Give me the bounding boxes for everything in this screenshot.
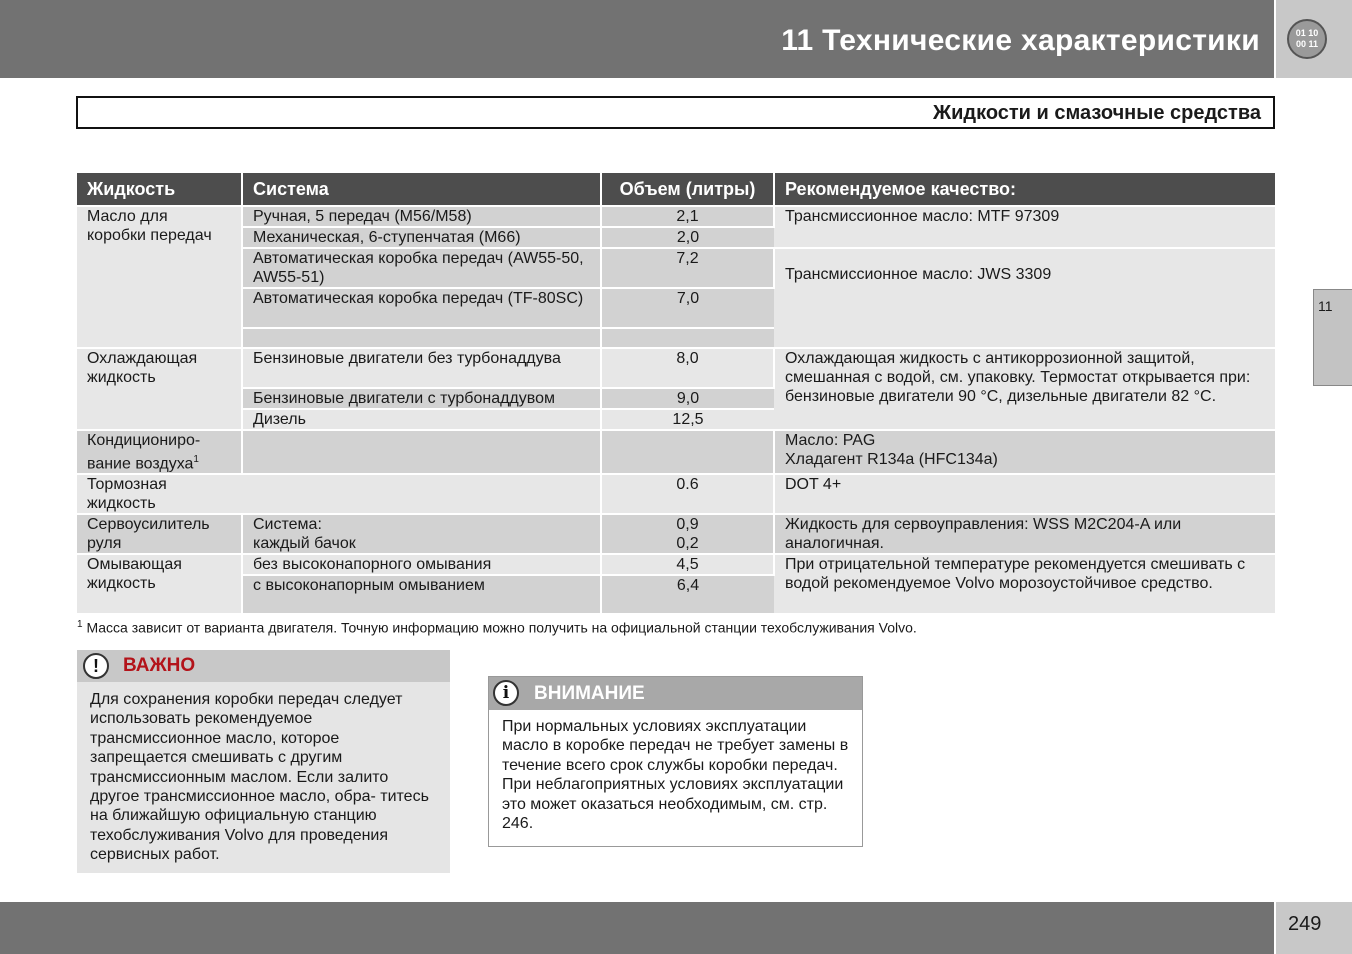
chapter-side-tab[interactable] — [1313, 289, 1352, 386]
page-number: 249 — [1288, 913, 1322, 935]
quality-cell: При отрицательной температуре рекомендуется смешивать с водой рекомендуемое Volvo морозоустойчивое средство. — [774, 554, 1275, 613]
binary-digits-icon: 01 10 00 11 — [1287, 19, 1327, 59]
header-bar — [0, 0, 1274, 78]
system-cell: с высоконапорным омыванием — [242, 575, 601, 613]
quality-cell: Жидкость для сервоуправления: WSS M2C204-A или аналогичная. — [774, 514, 1275, 554]
volume-cell: 9,0 — [601, 388, 774, 409]
system-cell: без высоконапорного омывания — [242, 554, 601, 575]
system-cell: Дизель — [242, 409, 601, 430]
attention-box — [488, 676, 863, 847]
fluid-cell: Тормозная жидкость — [77, 474, 601, 514]
volume-cell: 0.6 — [601, 474, 774, 514]
system-cell: Бензиновые двигатели с турбонаддувом — [242, 388, 601, 409]
section-header — [76, 96, 1275, 129]
header-system: Система — [242, 173, 601, 206]
system-cell: Автоматическая коробка передач (TF-80SC) — [242, 288, 601, 328]
system-cell: Бензиновые двигатели без турбонаддува — [242, 348, 601, 388]
system-cell-empty — [242, 430, 601, 474]
attention-title: ВНИМАНИЕ — [534, 683, 645, 704]
table-row — [77, 430, 1275, 474]
volume-cell: 2,0 — [601, 227, 774, 248]
volume-cell: 7,2 — [601, 248, 774, 288]
header-volume: Объем (литры) — [601, 173, 774, 206]
attention-header — [489, 677, 862, 710]
volume-cell: 12,5 — [601, 409, 774, 430]
quality-cell: Трансмиссионное масло: JWS 3309 — [774, 248, 1275, 348]
section-title: Жидкости и смазочные средства — [933, 102, 1261, 124]
important-header — [77, 650, 450, 682]
fluid-cell: Кондициониро- вание воздуха$^1$ — [77, 430, 242, 474]
volume-cell: 6,4 — [601, 575, 774, 613]
volume-cell: 7,0 — [601, 288, 774, 328]
quality-cell: Трансмиссионное масло: MTF 97309 — [774, 206, 1275, 248]
attention-text: При нормальных условиях эксплуатации масло в коробке передач не требует замены в течение всего срок службы коробки передач. При неблагоприятных условиях эксплуатации это может оказаться необходимым, см. стр. 246. — [502, 718, 849, 833]
fluids-table — [77, 173, 1275, 613]
table-row — [77, 206, 1275, 227]
system-cell: Механическая, 6-ступенчатая (M66) — [242, 227, 601, 248]
chapter-icon-box — [1276, 0, 1352, 78]
table-header-row — [77, 173, 1275, 206]
quality-cell: Охлаждающая жидкость с антикоррозионной защитой, смешанная с водой, см. упаковку. Термостат открывается при: бензиновые двигатели 90 °C, дизельные двигатели 82 °C. — [774, 348, 1275, 430]
header-quality: Рекомендуемое качество: — [774, 173, 1275, 206]
volume-cell-empty — [601, 328, 774, 348]
volume-cell-empty — [601, 430, 774, 474]
table-row — [77, 348, 1275, 388]
fluid-cell: Сервоусилитель руля — [77, 514, 242, 554]
side-tab-label: 11 — [1318, 298, 1333, 314]
chapter-title: 11 Технические характеристики — [781, 24, 1260, 57]
fluid-cell: Охлаждающая жидкость — [77, 348, 242, 430]
table-row — [77, 248, 1275, 288]
quality-cell: Масло: PAG Хладагент R134a (HFC134a) — [774, 430, 1275, 474]
quality-cell: DOT 4+ — [774, 474, 1275, 514]
fluid-cell: Масло для коробки передач — [77, 206, 242, 348]
info-icon: i — [493, 680, 519, 706]
header-fluid: Жидкость — [77, 173, 242, 206]
volume-cell: 4,5 — [601, 554, 774, 575]
table-row — [77, 514, 1275, 554]
footer-bar — [0, 902, 1274, 954]
volume-cell: 8,0 — [601, 348, 774, 388]
table-row — [77, 474, 1275, 514]
important-text: Для сохранения коробки передач следует использовать рекомендуемое трансмиссионное масло, которое запрещается смешивать с другим трансмиссионным маслом. Если залито другое трансмиссионное масло, обра- титесь на ближайшую официальную станцию техобслуживания Volvo для проведения сервисных работ. — [90, 691, 429, 864]
system-cell: Автоматическая коробка передач (AW55-50, AW55-51) — [242, 248, 601, 288]
important-box — [77, 650, 450, 873]
footnote: $^1$ Масса зависит от варианта двигателя. Точную информацию можно получить на официальной станции техобслуживания Volvo. — [77, 619, 917, 636]
volume-cell: 2,1 — [601, 206, 774, 227]
important-title: ВАЖНО — [123, 655, 196, 676]
exclamation-icon: ! — [83, 653, 109, 679]
volume-cell: 0,9 0,2 — [601, 514, 774, 554]
table-row — [77, 554, 1275, 575]
system-cell: Система: каждый бачок — [242, 514, 601, 554]
fluid-cell: Омывающая жидкость — [77, 554, 242, 613]
system-cell-empty — [242, 328, 601, 348]
page-number-box — [1276, 902, 1352, 954]
system-cell: Ручная, 5 передач (M56/M58) — [242, 206, 601, 227]
